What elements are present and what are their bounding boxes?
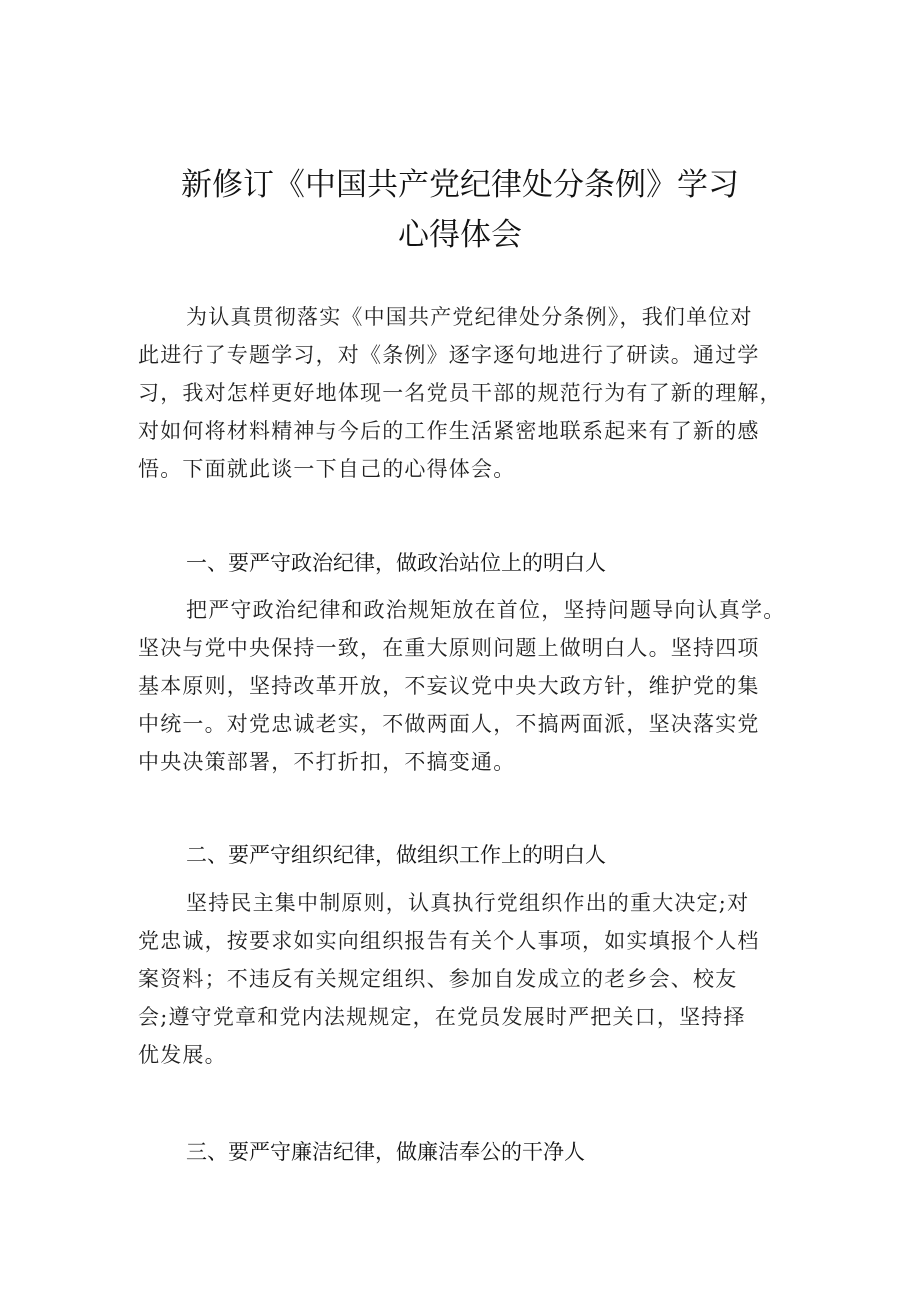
paragraph-line: 对如何将材料精神与今后的工作生活紧密地联系起来有了新的感 bbox=[138, 419, 760, 443]
paragraph-line: 习，我对怎样更好地体现一名党员干部的规范行为有了新的理解， bbox=[138, 381, 782, 405]
paragraph-line: 坚持民主集中制原则，认真执行党组织作出的重大决定;对 bbox=[186, 891, 750, 915]
paragraph-line: 悟。下面就此谈一下自己的心得体会。 bbox=[138, 457, 516, 481]
paragraph-line: 基本原则，坚持改革开放，不妄议党中央大政方针，维护党的集 bbox=[138, 674, 760, 698]
intro-paragraph bbox=[138, 298, 798, 488]
paragraph-line: 会;遵守党章和党内法规规定，在党员发展时严把关口，坚持择 bbox=[138, 1005, 746, 1029]
paragraph-line: 坚决与党中央保持一致，在重大原则问题上做明白人。坚持四项 bbox=[138, 636, 760, 660]
paragraph-line: 中央决策部署，不打折扣，不搞变通。 bbox=[138, 750, 516, 774]
paragraph-line: 把严守政治纪律和政治规矩放在首位，坚持问题导向认真学。 bbox=[186, 598, 786, 622]
paragraph-line: 为认真贯彻落实《中国共产党纪律处分条例》，我们单位对 bbox=[186, 305, 753, 329]
document-title-line2: 心得体会 bbox=[398, 217, 522, 253]
section-paragraph-organizational bbox=[138, 884, 798, 1074]
paragraph-line: 党忠诚，按要求如实向组织报告有关个人事项，如实填报个人档 bbox=[138, 929, 760, 953]
paragraph-line: 案资料；不违反有关规定组织、参加自发成立的老乡会、校友 bbox=[138, 967, 738, 991]
paragraph-line: 此进行了专题学习，对《条例》逐字逐句地进行了研读。通过学 bbox=[138, 343, 760, 367]
document-title-line1: 新修订《中国共产党纪律处分条例》学习 bbox=[181, 167, 739, 203]
paragraph-line: 优发展。 bbox=[138, 1043, 227, 1067]
section-paragraph-political bbox=[138, 591, 798, 781]
paragraph-line: 中统一。对党忠诚老实，不做两面人，不搞两面派，坚决落实党 bbox=[138, 712, 760, 736]
section-heading-integrity: 三、要严守廉洁纪律，做廉洁奉公的干净人 bbox=[186, 1140, 585, 1164]
section-heading-political: 一、要严守政治纪律，做政治站位上的明白人 bbox=[186, 551, 606, 575]
section-heading-organizational: 二、要严守组织纪律，做组织工作上的明白人 bbox=[186, 843, 606, 867]
